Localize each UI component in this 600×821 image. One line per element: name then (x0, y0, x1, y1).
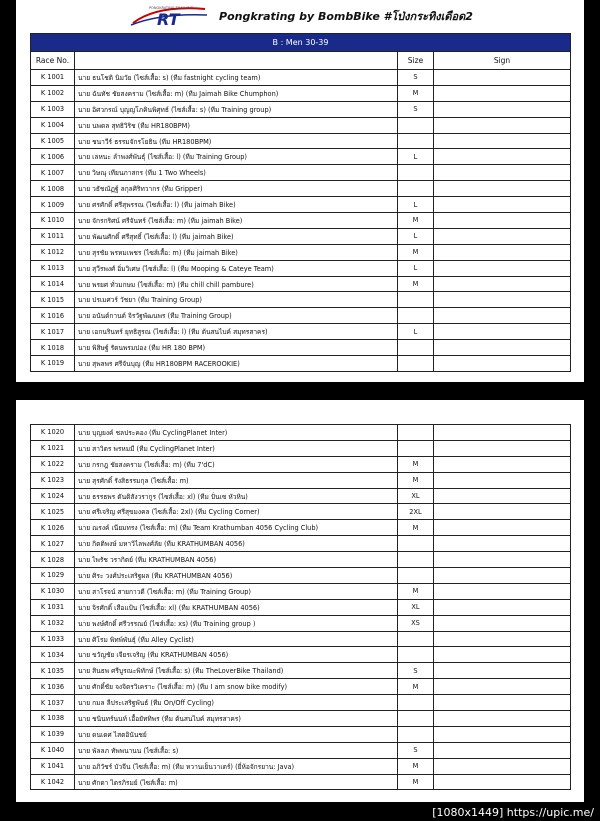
table-row (31, 456, 571, 472)
participant-name-cell: นาย ธนโชติ นิมวัย (ไซส์เสื้อ: s) (ทีม fastnight cycling team) (75, 70, 398, 86)
size-cell (398, 165, 434, 181)
participant-name-cell: นาย ศักดิ์ชัย จงจิตรวิเคราะ (ไซส์เสื้อ: m) (ทีม I am snow bike modify) (75, 679, 398, 695)
participant-name-cell: นาย สินธพ ศรีบูรณะพิทักษ์ (ไซส์เสื้อ: s) (ทีม TheLoverBike Thailand) (75, 663, 398, 679)
sign-cell (434, 472, 571, 488)
race-no-cell: K 1019 (31, 356, 75, 372)
size-cell (398, 647, 434, 663)
table-row (31, 695, 571, 711)
table-row (31, 85, 571, 101)
race-no-cell: K 1011 (31, 228, 75, 244)
table-row (31, 292, 571, 308)
race-no-cell: K 1003 (31, 101, 75, 117)
race-no-cell: K 1002 (31, 85, 75, 101)
participant-name-cell: นาย ปรเมศวร์ วัชยา (ทีม Training Group) (75, 292, 398, 308)
table-row (31, 520, 571, 536)
race-no-cell: K 1008 (31, 181, 75, 197)
race-no-cell: K 1038 (31, 711, 75, 727)
col-race-no: Race No. (31, 52, 75, 70)
race-no-cell: K 1007 (31, 165, 75, 181)
sign-cell (434, 70, 571, 86)
size-cell (398, 726, 434, 742)
race-no-cell: K 1014 (31, 276, 75, 292)
size-cell (398, 425, 434, 441)
table-row (31, 742, 571, 758)
table-row (31, 663, 571, 679)
race-no-cell: K 1023 (31, 472, 75, 488)
participant-name-cell: นาย ชนาวีร์ ธรรมจักรโยธิน (ทีม HR180BPM) (75, 133, 398, 149)
participant-name-cell: นาย จักรกริศน์ ศรีจันทร์ (ไซส์เสื้อ: m) (ทีม jaimah Bike) (75, 213, 398, 229)
sign-cell (434, 758, 571, 774)
registration-sheet-page-2 (16, 400, 584, 802)
size-cell (398, 308, 434, 324)
race-no-cell: K 1024 (31, 488, 75, 504)
sign-cell (434, 292, 571, 308)
size-cell: M (398, 472, 434, 488)
participant-name-cell: นาย สุรศักดิ์ รังสิธรรมกุล (ไซส์เสื้อ: m) (75, 472, 398, 488)
sign-cell (434, 456, 571, 472)
category-heading: B : Men 30-39 (31, 34, 571, 52)
sign-cell (434, 536, 571, 552)
participant-name-cell: นาย จิรศักดิ์ เสือแป้น (ไซส์เสื้อ: xl) (ทีม KRATHUMBAN 4056) (75, 599, 398, 615)
participant-name-cell: นาย อนันต์กานต์ จิรวัฐพัฒนพร (ทีม Training Group) (75, 308, 398, 324)
size-cell (398, 711, 434, 727)
size-cell: L (398, 228, 434, 244)
race-no-cell: K 1030 (31, 583, 75, 599)
race-no-cell: K 1010 (31, 213, 75, 229)
table-body-1 (31, 70, 571, 372)
participant-name-cell: นาย กรกฎ ชัยสงคราม (ไซส์เสื้อ: m) (ทีม 7'dC) (75, 456, 398, 472)
table-row (31, 308, 571, 324)
size-cell: 2XL (398, 504, 434, 520)
table-row (31, 340, 571, 356)
sign-cell (434, 631, 571, 647)
race-no-cell: K 1041 (31, 758, 75, 774)
sign-cell (434, 695, 571, 711)
table-row (31, 356, 571, 372)
sign-cell (434, 663, 571, 679)
size-cell (398, 181, 434, 197)
participant-name-cell: นาย ศรีเจริญ ศรีสุขมงคล (ไซส์เสื้อ: 2xl) (ทีม Cycling Corner) (75, 504, 398, 520)
size-cell (398, 440, 434, 456)
participant-name-cell: นาย ณรงค์ เนียมทรง (ไซส์เสื้อ: m) (ทีม Team Krathumban 4056 Cycling Club) (75, 520, 398, 536)
sign-cell (434, 308, 571, 324)
sign-cell (434, 165, 571, 181)
race-no-cell: K 1027 (31, 536, 75, 552)
race-no-cell: K 1017 (31, 324, 75, 340)
size-cell (398, 292, 434, 308)
sign-cell (434, 711, 571, 727)
col-size: Size (398, 52, 434, 70)
participant-name-cell: นาย อิศวกรณ์ บุญญโภคินพิศุทธ์ (ไซส์เสื้อ: s) (ทีม Training group) (75, 101, 398, 117)
sign-cell (434, 181, 571, 197)
participant-name-cell: นาย ธรรธพร ตันติสังวรากูร (ไซส์เสื้อ: xl) (ทีม ปั่นเซ หัวหิน) (75, 488, 398, 504)
table-row (31, 615, 571, 631)
size-cell: M (398, 583, 434, 599)
race-no-cell: K 1032 (31, 615, 75, 631)
table-row (31, 679, 571, 695)
table-row (31, 244, 571, 260)
participant-name-cell: นาย สาโรจน์ สายกาวดี (ไซส์เสื้อ: m) (ทีม Training Group) (75, 583, 398, 599)
race-no-cell: K 1001 (31, 70, 75, 86)
size-cell (398, 117, 434, 133)
sign-cell (434, 647, 571, 663)
participant-name-cell: นาย ศิระ วงศ์ประเสริฐผล (ทีม KRATHUMBAN 4056) (75, 568, 398, 584)
participant-table-1 (30, 33, 571, 372)
race-no-cell: K 1033 (31, 631, 75, 647)
participant-name-cell: นาย ศิโรม พิทพ์พันธุ์ (ทีม Alley Cyclist) (75, 631, 398, 647)
participant-name-cell: นาย พัฒนศักดิ์ ศรีสุทธิ์ (ไซส์เสื้อ: l) (ทีม jaimah Bike) (75, 228, 398, 244)
svg-text:RT: RT (157, 10, 180, 29)
race-no-cell: K 1009 (31, 197, 75, 213)
participant-name-cell: นาย ศรศักดิ์ ศรีสุพรรณ (ไซส์เสื้อ: l) (ทีม jaimah Bike) (75, 197, 398, 213)
sign-cell (434, 149, 571, 165)
table-row (31, 276, 571, 292)
size-cell (398, 340, 434, 356)
participant-name-cell: นาย กมล ลีประเสริฐพันธ์ (ทีม On/Off Cycling) (75, 695, 398, 711)
participant-name-cell: นาย สุพลพร ศรีจันบุญ (ทีม HR180BPM RACEROOKIE) (75, 356, 398, 372)
table-body-2 (31, 425, 571, 790)
size-cell: L (398, 324, 434, 340)
size-cell (398, 536, 434, 552)
race-no-cell: K 1015 (31, 292, 75, 308)
table-row (31, 149, 571, 165)
race-no-cell: K 1016 (31, 308, 75, 324)
size-cell: XL (398, 488, 434, 504)
race-no-cell: K 1021 (31, 440, 75, 456)
event-logo (127, 3, 211, 29)
participant-name-cell: นาย ขวัญชัย เจียรเจริญ (ทีม KRATHUMBAN 4056) (75, 647, 398, 663)
table-row (31, 181, 571, 197)
sign-cell (434, 440, 571, 456)
size-cell: M (398, 244, 434, 260)
sign-cell (434, 133, 571, 149)
sign-cell (434, 568, 571, 584)
participant-name-cell: นาย กิตติพงษ์ มหาวิไลพงศ์ลัย (ทีม KRATHUMBAN 4056) (75, 536, 398, 552)
table-row (31, 472, 571, 488)
participant-name-cell: นาย ไพรัช วรากิตย์ (ทีม KRATHUMBAN 4056) (75, 552, 398, 568)
sign-cell (434, 213, 571, 229)
sign-cell (434, 726, 571, 742)
participant-name-cell: นาย เลหนะ ลำพงศ์พันธุ์ (ไซส์เสื้อ: l) (ทีม Training Group) (75, 149, 398, 165)
size-cell: S (398, 101, 434, 117)
sign-cell (434, 679, 571, 695)
table-row (31, 774, 571, 790)
participant-table-2 (30, 424, 571, 790)
sign-cell (434, 356, 571, 372)
size-cell: L (398, 197, 434, 213)
size-cell: M (398, 276, 434, 292)
race-no-cell: K 1042 (31, 774, 75, 790)
race-no-cell: K 1005 (31, 133, 75, 149)
size-cell (398, 356, 434, 372)
sign-cell (434, 615, 571, 631)
participant-name-cell: นาย อภิวัชร์ บัวจีน (ไซส์เสื้อ: m) (ทีม หวานเย็นวาเตร์) (ยี่ห้อจักรยาน: Java) (75, 758, 398, 774)
sign-cell (434, 774, 571, 790)
sign-cell (434, 244, 571, 260)
table-row (31, 568, 571, 584)
race-no-cell: K 1012 (31, 244, 75, 260)
participant-name-cell: นาย พัลลภ ทัพพนานน (ไซส์เสื้อ: s) (75, 742, 398, 758)
size-cell: M (398, 774, 434, 790)
participant-name-cell: นาย ฉันทัช ชัยสงคราม (ไซส์เสื้อ: m) (ทีม Jaimah Bike Chumphon) (75, 85, 398, 101)
sign-cell (434, 324, 571, 340)
table-row (31, 552, 571, 568)
participant-name-cell: นาย วธัชณัฏฐ์ ลกุลศิริทวากร (ทีม Gripper) (75, 181, 398, 197)
race-no-cell: K 1006 (31, 149, 75, 165)
participant-name-cell: นาย สุรชัย พรหมเพชร (ไซส์เสื้อ: m) (ทีม jaimah Bike) (75, 244, 398, 260)
participant-name-cell: นาย พงษ์ศักดิ์ ศรีวรรณย์ (ไซส์เสื้อ: xs) (ทีม Training group ) (75, 615, 398, 631)
sign-cell (434, 340, 571, 356)
race-no-cell: K 1025 (31, 504, 75, 520)
table-row (31, 324, 571, 340)
table-row (31, 101, 571, 117)
size-cell: M (398, 85, 434, 101)
sign-cell (434, 117, 571, 133)
size-cell: XL (398, 599, 434, 615)
table-row (31, 711, 571, 727)
watermark: [1080x1449] https://upic.me/ (432, 806, 594, 819)
sign-cell (434, 504, 571, 520)
participant-name-cell: นาย สุวีรพงศ์ อิ่มวิเศษ (ไซส์เสื้อ: l) (ทีม Mooping & Cateye Team) (75, 260, 398, 276)
race-no-cell: K 1040 (31, 742, 75, 758)
table-row (31, 583, 571, 599)
sign-cell (434, 583, 571, 599)
participant-name-cell: นาย บุญยงค์ ชลประคอง (ทีม CyclingPlanet Inter) (75, 425, 398, 441)
table-row (31, 117, 571, 133)
participant-name-cell: นาย ชนินทร์นนท์ เอื้อยัททิพร (ทีม ต้นสนไบค์ สมุทรสาคร) (75, 711, 398, 727)
table-row (31, 758, 571, 774)
participant-name-cell: นาย วิษณุ เทียนภาสกร (ทีม 1 Two Wheels) (75, 165, 398, 181)
race-no-cell: K 1034 (31, 647, 75, 663)
race-no-cell: K 1026 (31, 520, 75, 536)
race-no-cell: K 1029 (31, 568, 75, 584)
table-row (31, 488, 571, 504)
table-row (31, 70, 571, 86)
table-row (31, 228, 571, 244)
size-cell (398, 133, 434, 149)
table-row (31, 726, 571, 742)
table-row (31, 440, 571, 456)
participant-name-cell: นาย ศักดา ไตรภิรมย์ (ไซส์เสื้อ: m) (75, 774, 398, 790)
table-row (31, 165, 571, 181)
race-no-cell: K 1022 (31, 456, 75, 472)
race-no-cell: K 1036 (31, 679, 75, 695)
participant-name-cell: นาย พิสิษฐ์ รัตนพรมปอง (ทีม HR 180 BPM) (75, 340, 398, 356)
race-no-cell: K 1028 (31, 552, 75, 568)
sign-cell (434, 599, 571, 615)
size-cell (398, 568, 434, 584)
size-cell: M (398, 758, 434, 774)
race-no-cell: K 1035 (31, 663, 75, 679)
table-row (31, 133, 571, 149)
col-name (75, 52, 398, 70)
size-cell: M (398, 213, 434, 229)
size-cell: M (398, 520, 434, 536)
size-cell (398, 552, 434, 568)
sign-cell (434, 742, 571, 758)
sign-cell (434, 520, 571, 536)
table-row (31, 197, 571, 213)
page-title: Pongkrating by BombBike #โป่งกระทิงเดือด2 (219, 10, 473, 23)
race-no-cell: K 1013 (31, 260, 75, 276)
sign-cell (434, 85, 571, 101)
size-cell: M (398, 456, 434, 472)
table-row (31, 504, 571, 520)
size-cell (398, 631, 434, 647)
sign-cell (434, 101, 571, 117)
size-cell: S (398, 742, 434, 758)
table-row (31, 536, 571, 552)
size-cell: M (398, 679, 434, 695)
sign-cell (434, 197, 571, 213)
svg-text:PONGKRATING THAILAND: PONGKRATING THAILAND (149, 6, 194, 10)
participant-name-cell: นาย ดนเดศ ไสตอินันชย์ (75, 726, 398, 742)
race-no-cell: K 1039 (31, 726, 75, 742)
sign-cell (434, 276, 571, 292)
table-row (31, 599, 571, 615)
sign-cell (434, 552, 571, 568)
registration-sheet-page-1 (16, 0, 584, 382)
table-row (31, 213, 571, 229)
race-no-cell: K 1018 (31, 340, 75, 356)
col-sign: Sign (434, 52, 571, 70)
race-no-cell: K 1020 (31, 425, 75, 441)
sign-cell (434, 488, 571, 504)
sign-cell (434, 425, 571, 441)
sign-cell (434, 260, 571, 276)
sign-cell (434, 228, 571, 244)
sheet-header (16, 0, 584, 32)
race-no-cell: K 1037 (31, 695, 75, 711)
size-cell: S (398, 663, 434, 679)
participant-name-cell: นาย นพดล สุทธิวิริช (ทีม HR180BPM) (75, 117, 398, 133)
size-cell: L (398, 260, 434, 276)
size-cell: XS (398, 615, 434, 631)
table-row (31, 647, 571, 663)
race-no-cell: K 1031 (31, 599, 75, 615)
race-no-cell: K 1004 (31, 117, 75, 133)
size-cell: S (398, 70, 434, 86)
table-row (31, 260, 571, 276)
participant-name-cell: นาย สาวิตร พรหมมี (ทีม CyclingPlanet Inter) (75, 440, 398, 456)
size-cell: L (398, 149, 434, 165)
participant-name-cell: นาย พรยศ ทั่วมกษม (ไซส์เสื้อ: m) (ทีม chill chill pambure) (75, 276, 398, 292)
participant-name-cell: นาย เอกนรินทร์ ยุทธิสูรณ (ไซส์เสื้อ: l) (ทีม ต้นสนไบค์ สมุทรสาคร) (75, 324, 398, 340)
table-row (31, 425, 571, 441)
table-row (31, 631, 571, 647)
size-cell (398, 695, 434, 711)
